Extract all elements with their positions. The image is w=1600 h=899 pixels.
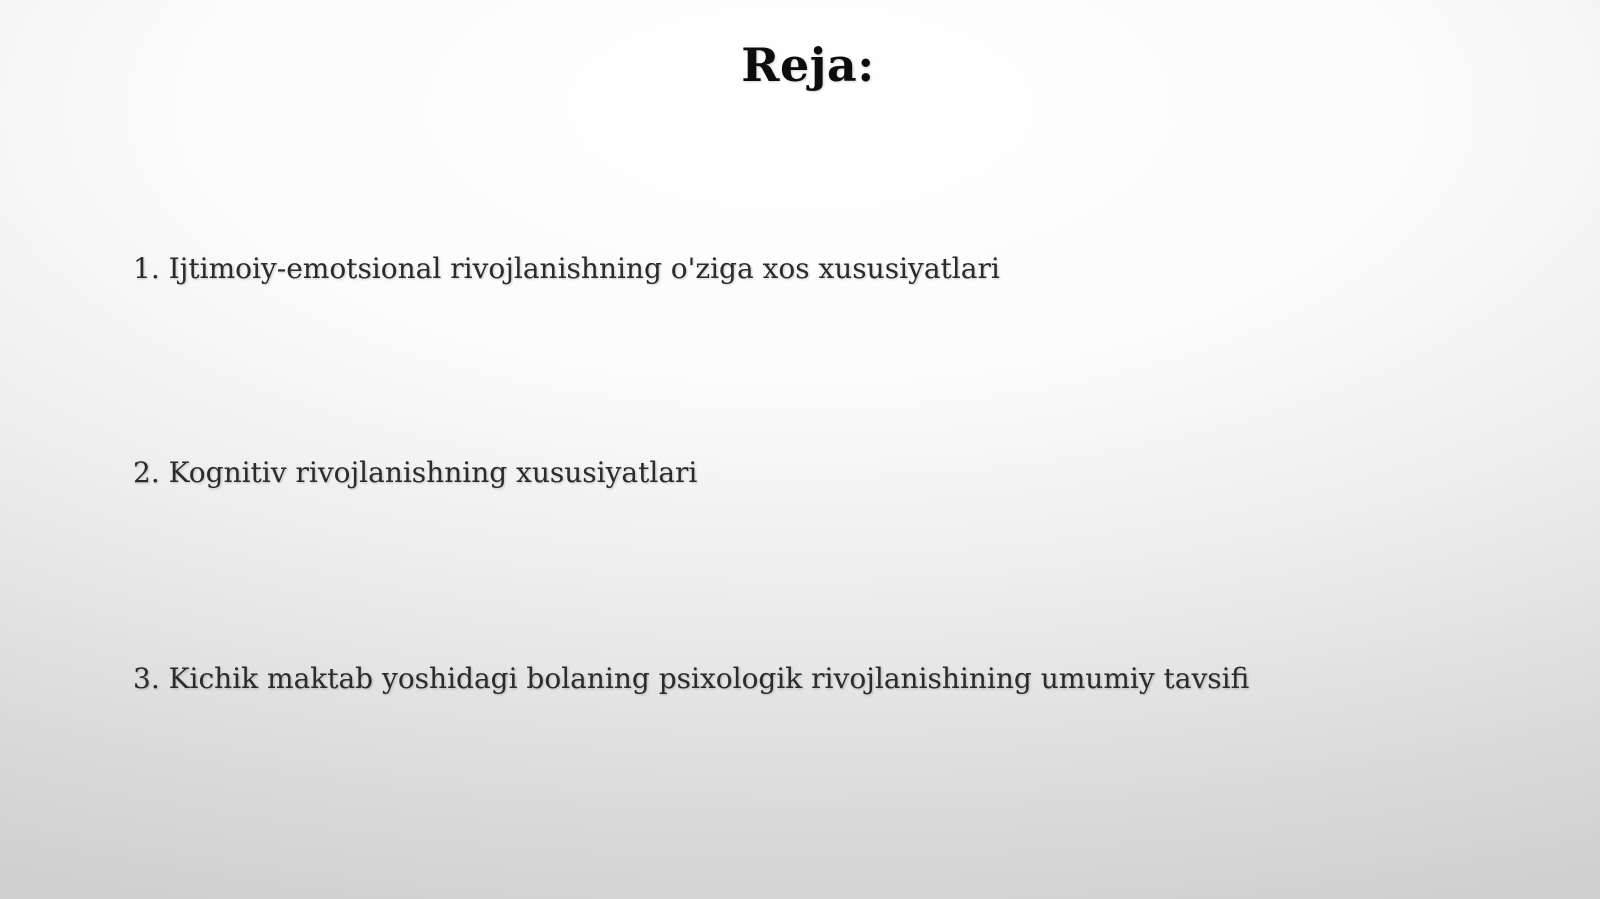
plan-item-1: 1. Ijtimoiy-emotsional rivojlanishning o'ziga xos xususiyatlari bbox=[133, 252, 1000, 285]
plan-item-3: 3. Kichik maktab yoshidagi bolaning psixologik rivojlanishining umumiy tavsifi bbox=[133, 662, 1250, 695]
slide-title: Reja: bbox=[741, 38, 875, 92]
plan-item-2: 2. Kognitiv rivojlanishning xususiyatlari bbox=[133, 456, 698, 489]
